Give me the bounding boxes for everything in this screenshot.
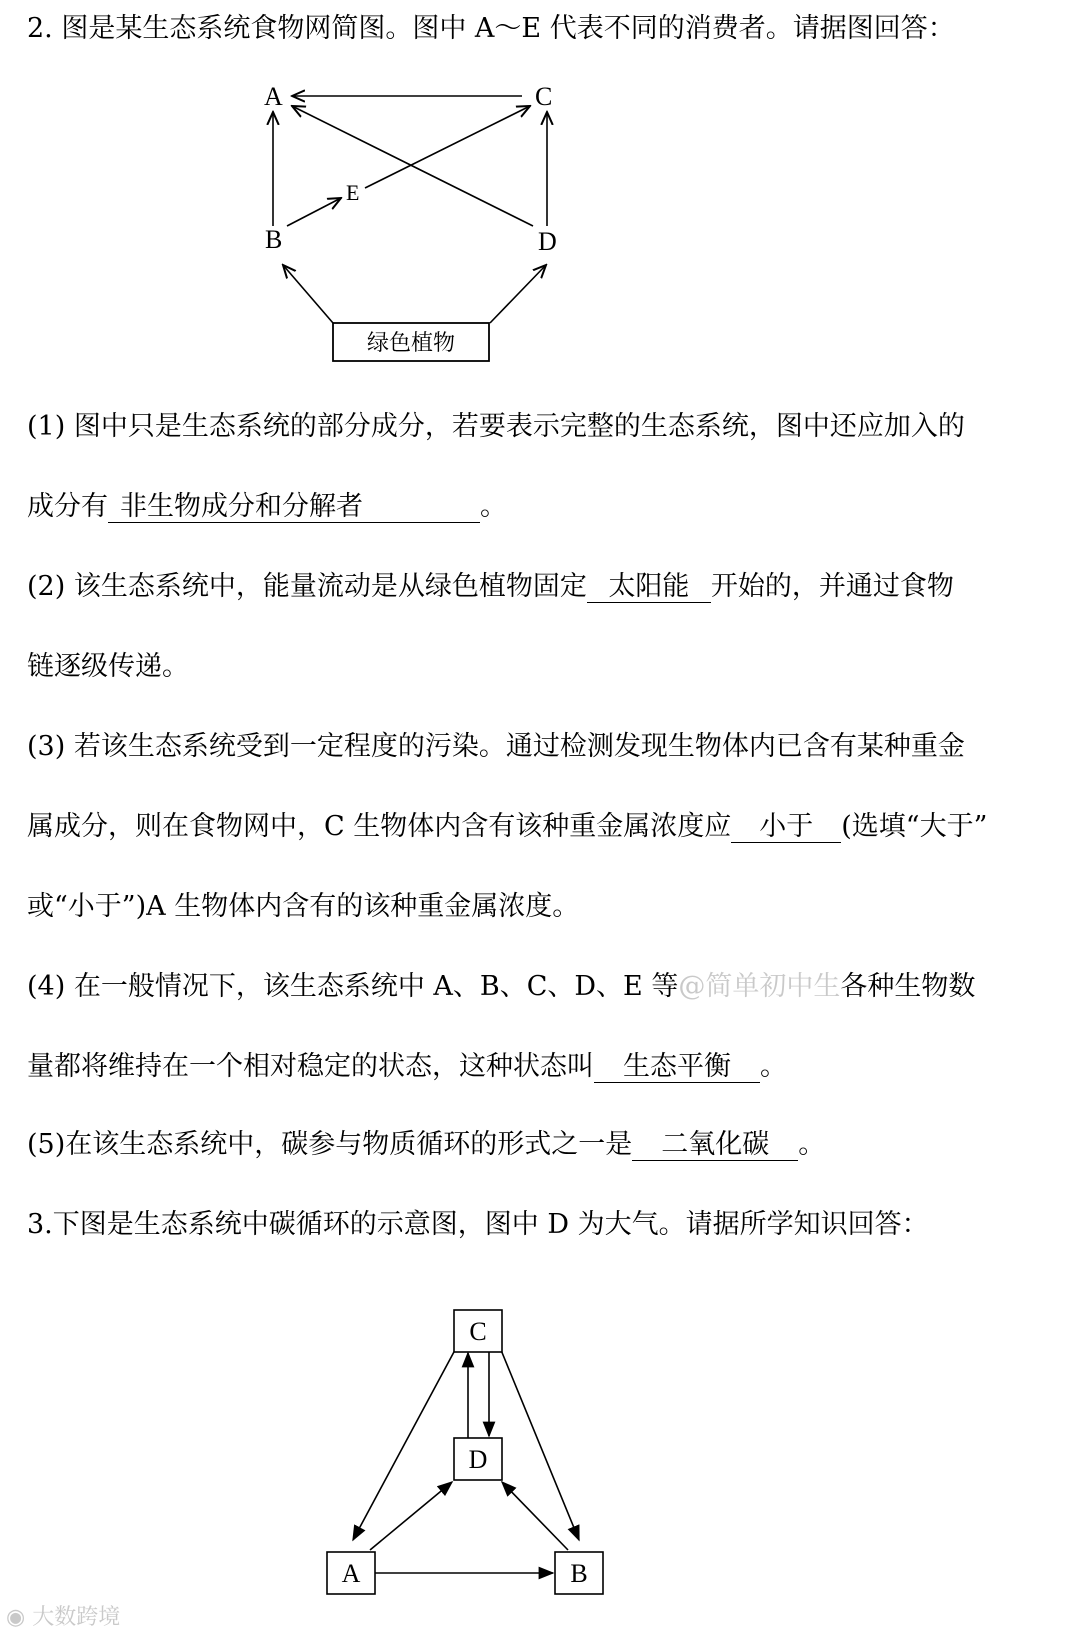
q2-sub2-prefix: (2) 该生态系统中，能量流动是从绿色植物固定 — [27, 571, 587, 602]
q2-sub2-answer: 太阳能 — [587, 572, 711, 603]
q2-sub5-prefix: (5)在该生态系统中，碳参与物质循环的形式之一是 — [27, 1129, 633, 1160]
q2-sub5-suffix: 。 — [798, 1129, 826, 1160]
q2-sub3-answer: 小于 — [731, 812, 841, 843]
corner-watermark-text: 大数跨境 — [32, 1605, 121, 1630]
q2-sub3-line2 — [27, 810, 987, 844]
plant-box-label: 绿色植物 — [366, 331, 456, 356]
watermark-inline: @简单初中生 — [678, 971, 841, 1002]
q2-title: 2. 图是某生态系统食物网简图。图中 A～E 代表不同的消费者。请据图回答： — [27, 13, 955, 44]
arrow-plant-to-d — [490, 265, 546, 323]
arrow-e-to-c — [365, 106, 530, 188]
arrow-b-to-e — [287, 198, 341, 226]
food-web-diagram — [0, 0, 1080, 400]
box-b-label: B — [570, 1559, 588, 1588]
carbon-cycle-diagram — [0, 1290, 1080, 1639]
food-web-arrows — [273, 96, 547, 323]
q2-sub1-answer: 非生物成分和分解者 — [108, 492, 480, 523]
q2-sub4-answer: 生态平衡 — [594, 1052, 760, 1083]
node-e: E — [346, 180, 360, 205]
q2-sub2-suffix: 开始的，并通过食物 — [710, 571, 954, 602]
q2-sub5-answer: 二氧化碳 — [632, 1130, 798, 1161]
q2-sub1-prefix: 成分有 — [27, 491, 108, 522]
q2-sub4-prefix: (4) 在一般情况下，该生态系统中 A、B、C、D、E 等 — [27, 971, 679, 1002]
arrow-b-to-d — [502, 1482, 568, 1550]
q2-sub1-line1: (1) 图中只是生态系统的部分成分，若要表示完整的生态系统，图中还应加入的 — [27, 411, 965, 442]
node-d: D — [538, 227, 557, 256]
weibo-logo-icon: ◉ — [6, 1605, 26, 1630]
arrow-c-to-b — [501, 1350, 579, 1540]
q2-sub1-suffix: 。 — [480, 491, 507, 522]
arrow-d-to-a — [292, 106, 533, 226]
box-a-label: A — [341, 1559, 361, 1588]
node-b: B — [265, 225, 283, 254]
box-c-label: C — [469, 1317, 487, 1346]
q2-sub4-line1 — [27, 970, 975, 1004]
node-a: A — [264, 82, 283, 111]
q2-sub2-line2: 链逐级传递。 — [27, 651, 189, 682]
q2-sub4-line2-suffix: 。 — [760, 1051, 787, 1082]
q2-sub1-line2 — [27, 490, 507, 524]
arrow-a-to-d — [370, 1482, 452, 1550]
arrow-c-to-a — [353, 1350, 455, 1540]
node-c: C — [535, 82, 553, 111]
arrow-plant-to-b — [283, 265, 333, 323]
q2-sub4-line2-prefix: 量都将维持在一个相对稳定的状态，这种状态叫 — [27, 1051, 594, 1082]
q3-title: 3.下图是生态系统中碳循环的示意图，图中 D 为大气。请据所学知识回答： — [27, 1209, 929, 1240]
box-d-label: D — [468, 1445, 488, 1474]
q2-sub2-line1 — [27, 570, 954, 604]
q2-sub4-line2 — [27, 1050, 787, 1084]
corner-watermark — [6, 1600, 120, 1631]
q2-sub4-suffix: 各种生物数 — [840, 971, 976, 1002]
q2-sub3-line3: 或“小于”)A 生物体内含有的该种重金属浓度。 — [27, 891, 580, 922]
q2-sub5-line1 — [27, 1128, 825, 1162]
q2-sub3-suffix: (选填“大于” — [841, 811, 988, 842]
q2-sub3-line1: (3) 若该生态系统受到一定程度的污染。通过检测发现生物体内已含有某种重金 — [27, 731, 965, 762]
q2-sub3-prefix: 属成分，则在食物网中，C 生物体内含有该种重金属浓度应 — [27, 811, 732, 842]
